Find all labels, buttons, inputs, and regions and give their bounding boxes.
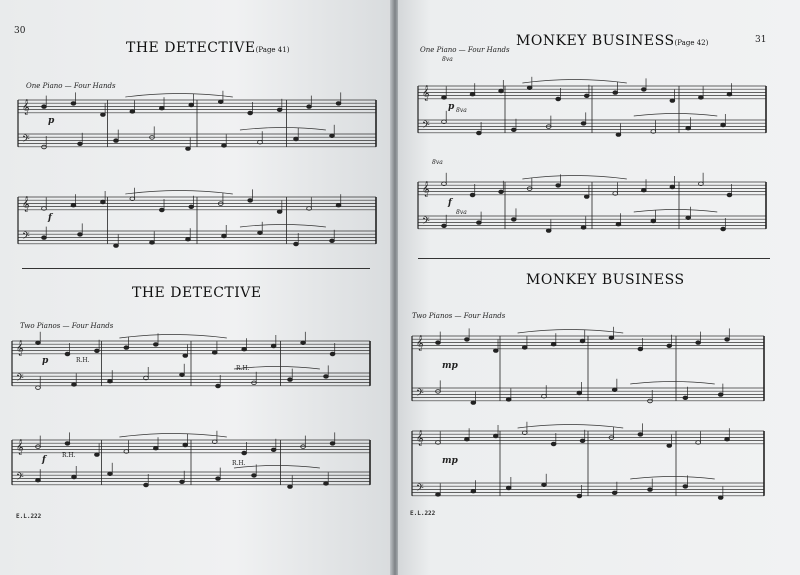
note-head xyxy=(277,108,282,112)
note-head xyxy=(36,478,41,482)
page-number: 31 xyxy=(755,35,767,45)
section-title-text: MONKEY BUSINESS xyxy=(516,33,675,49)
page-reference: (Page 41) xyxy=(255,46,290,54)
note-head xyxy=(542,483,547,487)
note-head xyxy=(294,242,299,246)
dynamic-marking: p xyxy=(48,116,55,126)
instrumentation-label: One Piano — Four Hands xyxy=(420,46,510,54)
note-head xyxy=(725,338,730,342)
note-head xyxy=(499,89,504,93)
dynamic-marking: f xyxy=(48,213,52,223)
note-head xyxy=(218,100,223,104)
instrumentation-label: One Piano — Four Hands xyxy=(26,82,116,90)
instrumentation-label: Two Pianos — Four Hands xyxy=(20,322,114,330)
note-head xyxy=(222,234,227,238)
note-head xyxy=(258,231,263,235)
note-head xyxy=(686,126,691,130)
note-head xyxy=(470,193,475,197)
note-head xyxy=(95,453,100,457)
music-system xyxy=(12,335,370,395)
note-head xyxy=(556,97,561,101)
section-divider xyxy=(22,268,370,269)
note-head xyxy=(294,137,299,141)
music-system xyxy=(418,80,766,142)
note-head xyxy=(581,226,586,230)
bass-clef-icon: 𝄢 xyxy=(422,215,430,229)
dynamic-marking: p xyxy=(42,356,49,366)
section-title-text: THE DETECTIVE xyxy=(126,40,256,56)
note-head xyxy=(130,110,135,114)
note-head xyxy=(336,203,341,207)
note-head xyxy=(42,236,47,240)
music-system xyxy=(418,176,766,238)
note-head xyxy=(686,216,691,220)
note-head xyxy=(65,442,70,446)
note-head xyxy=(330,239,335,243)
bass-clef-icon: 𝄢 xyxy=(22,230,30,244)
note-head xyxy=(153,446,158,450)
note-head xyxy=(616,133,621,137)
note-head xyxy=(696,341,701,345)
note-head xyxy=(470,92,475,96)
note-head xyxy=(114,244,119,248)
instrumentation-label: Two Pianos — Four Hands xyxy=(412,312,506,320)
note-head xyxy=(527,86,532,90)
note-head xyxy=(577,494,582,498)
note-head xyxy=(72,475,77,479)
note-head xyxy=(577,391,582,395)
note-head xyxy=(108,379,113,383)
slur xyxy=(119,434,226,438)
slur xyxy=(634,114,718,117)
octave-mark: 8va xyxy=(456,209,467,216)
note-head xyxy=(307,105,312,109)
note-head xyxy=(114,139,119,143)
note-head xyxy=(442,96,447,100)
section-title: MONKEY BUSINESS xyxy=(526,272,685,288)
dynamic-marking: mp xyxy=(442,361,458,371)
note-head xyxy=(216,477,221,481)
note-head xyxy=(78,142,83,146)
octave-mark: 8va xyxy=(456,107,467,114)
note-head xyxy=(616,222,621,226)
note-head xyxy=(506,398,511,402)
note-head xyxy=(683,396,688,400)
note-head xyxy=(271,448,276,452)
note-head xyxy=(180,373,185,377)
music-system xyxy=(412,425,764,505)
note-head xyxy=(144,483,149,487)
slur xyxy=(240,225,326,228)
note-head xyxy=(186,237,191,241)
note-head xyxy=(95,349,100,353)
right-hand-mark: R.H. xyxy=(232,460,246,467)
note-head xyxy=(153,343,158,347)
bass-clef-icon: 𝄢 xyxy=(416,387,424,401)
note-head xyxy=(476,131,481,135)
note-head xyxy=(471,489,476,493)
note-head xyxy=(584,94,589,98)
note-head xyxy=(71,203,76,207)
note-head xyxy=(277,210,282,214)
note-head xyxy=(511,128,516,132)
bass-clef-icon: 𝄢 xyxy=(416,482,424,496)
left-page xyxy=(0,0,392,575)
note-head xyxy=(499,190,504,194)
note-head xyxy=(189,103,194,107)
note-head xyxy=(493,349,498,353)
note-head xyxy=(551,342,556,346)
treble-clef-icon: 𝄞 xyxy=(416,431,424,446)
note-head xyxy=(465,437,470,441)
note-head xyxy=(725,437,730,441)
note-head xyxy=(522,346,527,350)
note-head xyxy=(183,354,188,358)
note-head xyxy=(330,134,335,138)
note-head xyxy=(330,442,335,446)
dynamic-marking: f xyxy=(42,455,46,465)
slur xyxy=(518,425,624,429)
note-head xyxy=(436,341,441,345)
note-head xyxy=(101,113,106,117)
slur xyxy=(634,210,718,213)
note-head xyxy=(189,205,194,209)
slur xyxy=(518,330,624,334)
right-hand-mark: R.H. xyxy=(62,452,76,459)
note-head xyxy=(667,344,672,348)
note-head xyxy=(78,233,83,237)
slur xyxy=(630,477,714,480)
note-head xyxy=(465,338,470,342)
note-head xyxy=(442,224,447,228)
music-system xyxy=(18,191,376,253)
note-head xyxy=(651,219,656,223)
note-head xyxy=(42,105,47,109)
note-head xyxy=(511,218,516,222)
note-head xyxy=(721,123,726,127)
note-head xyxy=(180,480,185,484)
note-head xyxy=(159,208,164,212)
note-head xyxy=(36,386,41,390)
note-head xyxy=(718,496,723,500)
dynamic-marking: mp xyxy=(442,456,458,466)
slur xyxy=(522,176,626,180)
note-head xyxy=(580,439,585,443)
note-head xyxy=(612,388,617,392)
note-head xyxy=(72,383,77,387)
section-title: THE DETECTIVE xyxy=(132,285,262,301)
octave-mark: 8va xyxy=(442,56,453,63)
dynamic-marking: p xyxy=(448,102,455,112)
treble-clef-icon: 𝄞 xyxy=(16,440,24,455)
note-head xyxy=(609,336,614,340)
note-head xyxy=(222,144,227,148)
note-head xyxy=(36,341,41,345)
dynamic-marking: f xyxy=(448,198,452,208)
note-head xyxy=(124,346,129,350)
page-number: 30 xyxy=(14,26,26,36)
note-head xyxy=(683,485,688,489)
note-head xyxy=(721,227,726,231)
note-head xyxy=(336,102,341,106)
octave-mark: 8va xyxy=(432,159,443,166)
note-head xyxy=(641,188,646,192)
note-head xyxy=(551,442,556,446)
note-head xyxy=(324,482,329,486)
note-head xyxy=(216,384,221,388)
note-head xyxy=(670,99,675,103)
note-head xyxy=(546,229,551,233)
note-head xyxy=(506,486,511,490)
note-head xyxy=(613,91,618,95)
note-head xyxy=(212,351,217,355)
treble-clef-icon: 𝄞 xyxy=(22,197,30,212)
note-head xyxy=(248,199,253,203)
note-head xyxy=(584,195,589,199)
section-title xyxy=(516,33,708,49)
page-reference: (Page 42) xyxy=(674,39,709,47)
note-head xyxy=(718,393,723,397)
note-head xyxy=(727,92,732,96)
note-head xyxy=(108,472,113,476)
music-system xyxy=(12,434,370,494)
note-head xyxy=(324,375,329,379)
note-head xyxy=(727,193,732,197)
right-page xyxy=(398,0,800,575)
note-head xyxy=(699,96,704,100)
treble-clef-icon: 𝄞 xyxy=(22,100,30,115)
slur xyxy=(240,128,326,131)
slur xyxy=(234,466,320,469)
treble-clef-icon: 𝄞 xyxy=(416,336,424,351)
note-head xyxy=(612,491,617,495)
slur xyxy=(125,94,232,98)
note-head xyxy=(330,352,335,356)
note-head xyxy=(638,347,643,351)
note-head xyxy=(581,122,586,126)
note-head xyxy=(101,200,106,204)
note-head xyxy=(638,433,643,437)
note-head xyxy=(641,88,646,92)
slur xyxy=(522,80,626,84)
bass-clef-icon: 𝄢 xyxy=(422,119,430,133)
note-head xyxy=(242,347,247,351)
treble-clef-icon: 𝄞 xyxy=(422,86,430,101)
note-head xyxy=(271,344,276,348)
note-head xyxy=(648,488,653,492)
right-hand-mark: R.H. xyxy=(76,357,90,364)
note-head xyxy=(186,147,191,151)
note-head xyxy=(242,451,247,455)
right-hand-mark: R.H. xyxy=(236,365,250,372)
note-head xyxy=(493,434,498,438)
note-head xyxy=(159,106,164,110)
section-title xyxy=(126,40,289,56)
note-head xyxy=(670,185,675,189)
bass-clef-icon: 𝄢 xyxy=(16,372,24,386)
bass-clef-icon: 𝄢 xyxy=(22,133,30,147)
slur xyxy=(630,382,714,385)
note-head xyxy=(150,241,155,245)
note-head xyxy=(476,221,481,225)
slur xyxy=(119,335,226,339)
music-system xyxy=(412,330,764,410)
note-head xyxy=(288,485,293,489)
plate-number: E.L.222 xyxy=(410,510,436,517)
note-head xyxy=(580,339,585,343)
plate-number: E.L.222 xyxy=(16,513,42,520)
slur xyxy=(125,191,232,195)
note-head xyxy=(248,111,253,115)
note-head xyxy=(556,184,561,188)
section-divider xyxy=(418,258,770,259)
bass-clef-icon: 𝄢 xyxy=(16,471,24,485)
music-system xyxy=(18,94,376,156)
note-head xyxy=(667,444,672,448)
note-head xyxy=(65,352,70,356)
note-head xyxy=(252,474,257,478)
treble-clef-icon: 𝄞 xyxy=(422,182,430,197)
note-head xyxy=(183,443,188,447)
note-head xyxy=(288,378,293,382)
note-head xyxy=(71,102,76,106)
note-head xyxy=(436,493,441,497)
note-head xyxy=(471,401,476,405)
note-head xyxy=(301,341,306,345)
treble-clef-icon: 𝄞 xyxy=(16,341,24,356)
